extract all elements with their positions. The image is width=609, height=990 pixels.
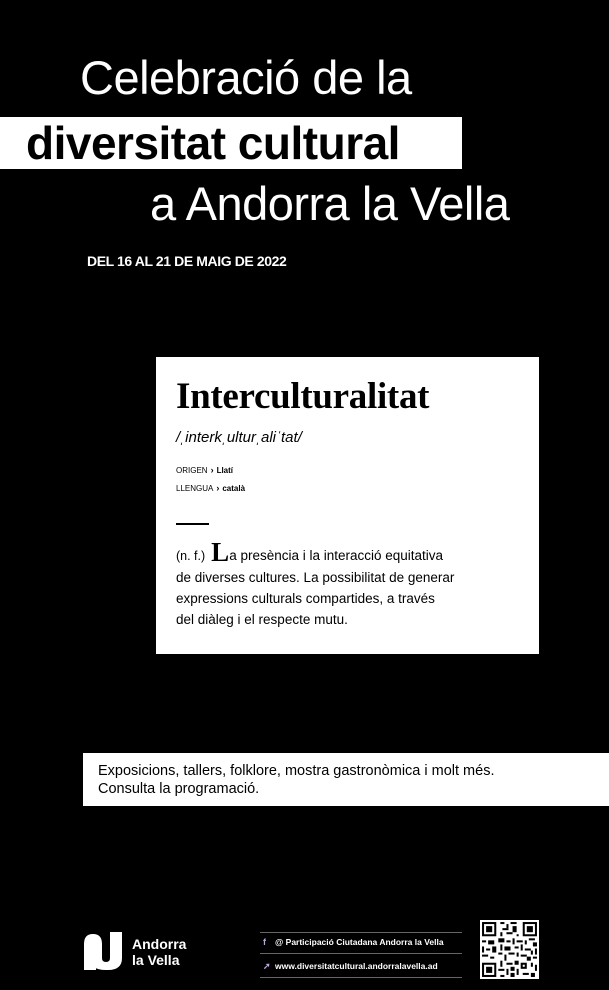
definition-drop-cap: L bbox=[211, 537, 230, 567]
definition-word: Interculturalitat bbox=[176, 376, 430, 417]
website-link[interactable] bbox=[263, 961, 438, 972]
title-line-1: Celebració de la bbox=[80, 51, 412, 104]
facebook-icon: f bbox=[263, 937, 266, 947]
promo-banner bbox=[83, 753, 609, 806]
facebook-link[interactable] bbox=[263, 937, 444, 947]
chevron-right-icon: › bbox=[210, 465, 214, 475]
contact-divider-top bbox=[260, 932, 462, 933]
title-line-2: diversitat cultural bbox=[26, 117, 400, 169]
contact-divider-middle bbox=[260, 953, 462, 954]
language-value: català bbox=[222, 484, 246, 493]
definition-phonetic: /ˌinterkˌulturˌaliˈtat/ bbox=[176, 429, 302, 446]
qr-code-icon[interactable] bbox=[480, 920, 539, 979]
definition-divider bbox=[176, 523, 209, 525]
promo-line-1: Exposicions, tallers, folklore, mostra gastronòmica i molt més. bbox=[98, 763, 495, 779]
website-text: www.diversitatcultural.andorralavella.ad bbox=[275, 961, 438, 971]
definition-line-2: de diverses cultures. La possibilitat de generar bbox=[176, 570, 455, 585]
promo-line-2: Consulta la programació. bbox=[98, 781, 260, 797]
andorra-la-vella-logo-icon bbox=[82, 932, 126, 970]
definition-line-4: del diàleg i el respecte mutu. bbox=[176, 612, 348, 627]
definition-origin bbox=[176, 465, 233, 475]
title-line-3: a Andorra la Vella bbox=[150, 177, 510, 230]
definition-line-1: a presència i la interacció equitativa bbox=[229, 548, 444, 563]
logo-text bbox=[132, 936, 186, 968]
origin-value: Llatí bbox=[216, 466, 234, 475]
definition-line-3: expressions culturals compartides, a través bbox=[176, 591, 435, 606]
definition-language bbox=[176, 483, 245, 493]
facebook-text: @ Participació Ciutadana Andorra la Vella bbox=[275, 937, 444, 947]
language-label: LLENGUA bbox=[176, 484, 214, 493]
event-dates: DEL 16 AL 21 DE MAIG DE 2022 bbox=[87, 253, 287, 269]
definition-card bbox=[156, 357, 539, 654]
definition-body bbox=[176, 537, 521, 630]
cursor-icon: ➚ bbox=[263, 961, 271, 971]
logo-line-1: Andorra bbox=[132, 936, 187, 952]
logo-line-2: la Vella bbox=[132, 952, 180, 968]
definition-abbr: (n. f.) bbox=[176, 549, 206, 563]
contact-divider-bottom bbox=[260, 977, 462, 978]
chevron-right-icon: › bbox=[216, 483, 220, 493]
origin-label: ORIGEN bbox=[176, 466, 208, 475]
